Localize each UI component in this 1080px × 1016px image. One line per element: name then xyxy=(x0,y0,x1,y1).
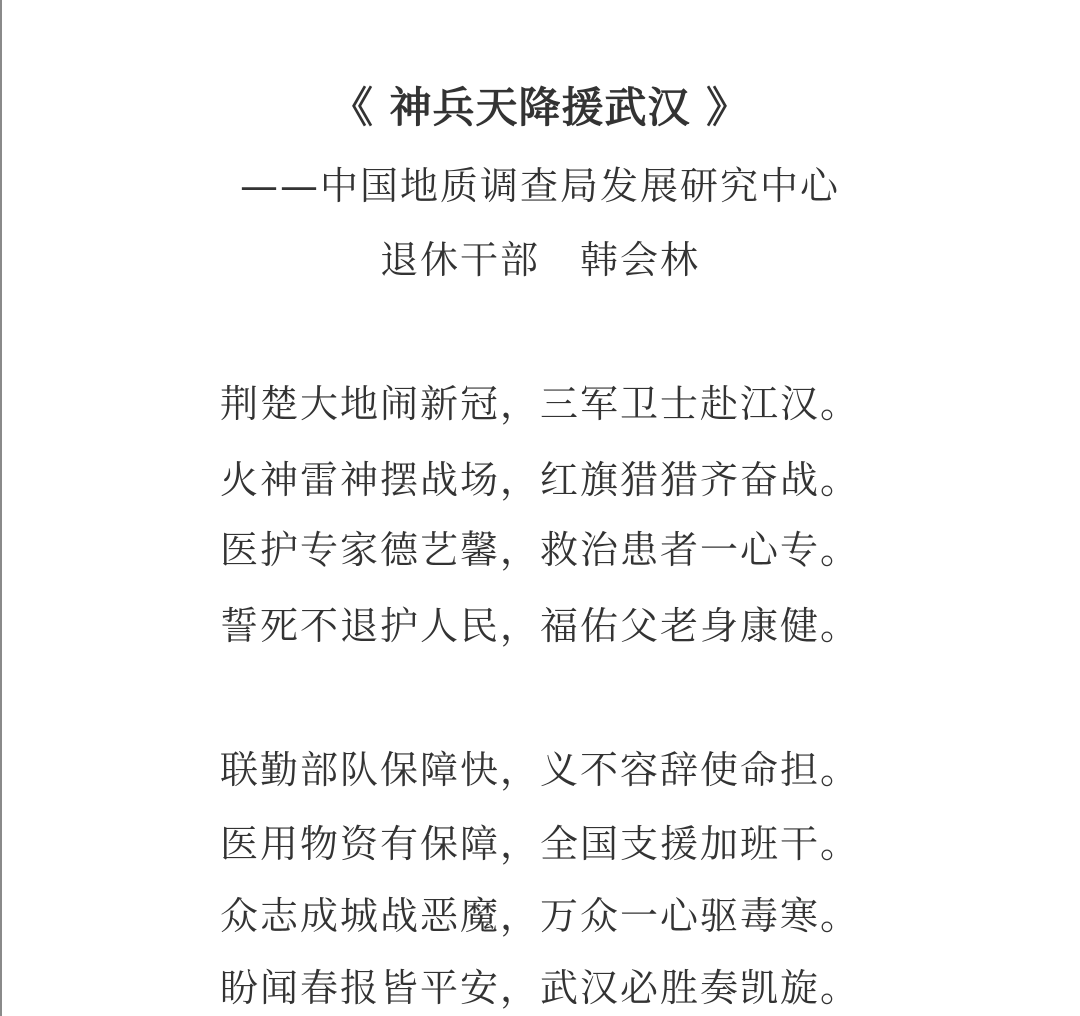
stanza2-line-3: 众志成城战恶魔，万众一心驱毒寒。 xyxy=(219,894,860,938)
stanza1-line-4: 誓死不退护人民，福佑父老身康健。 xyxy=(219,604,860,648)
poem-title: 《 神兵天降援武汉 》 xyxy=(330,83,750,132)
stanza1-line-2: 火神雷神摆战场，红旗猎猎齐奋战。 xyxy=(219,458,860,502)
stanza1-line-3: 医护专家德艺馨，救治患者一心专。 xyxy=(219,528,860,572)
stanza2-line-1: 联勤部队保障快，义不容辞使命担。 xyxy=(219,748,860,792)
stanza2-line-4: 盼闻春报皆平安，武汉必胜奏凯旋。 xyxy=(219,966,860,1010)
poem-subtitle: ——中国地质调查局发展研究中心 xyxy=(239,164,840,208)
stanza2-line-2: 医用物资有保障，全国支援加班干。 xyxy=(219,822,860,866)
poem-author: 退休干部 韩会林 xyxy=(379,238,700,282)
stanza1-line-1: 荆楚大地闹新冠，三军卫士赴江汉。 xyxy=(219,382,860,426)
